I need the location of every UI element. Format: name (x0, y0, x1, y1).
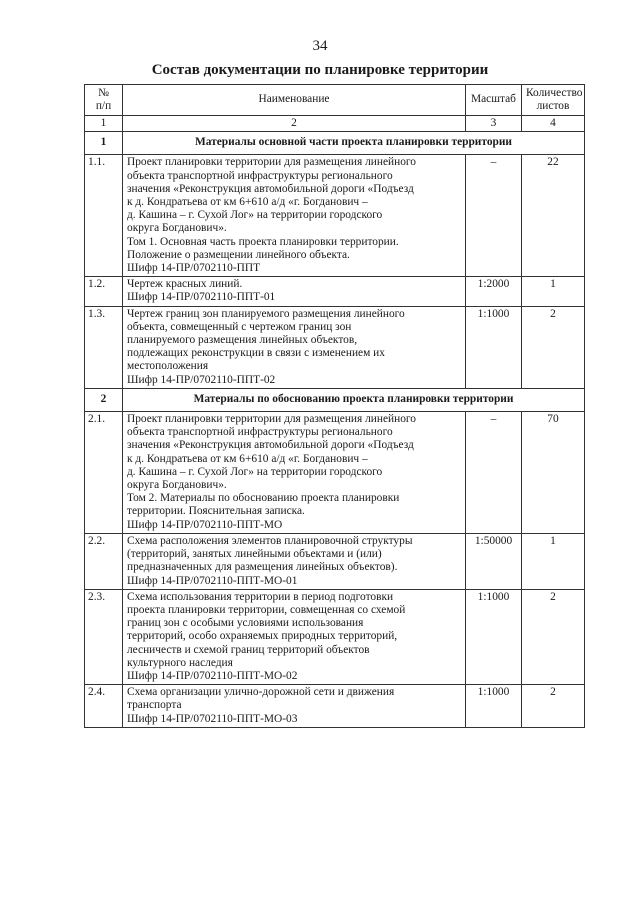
row-name-line: проекта планировки территории, совмещенная со схемой (127, 603, 406, 616)
row-name-line: границ зон с особыми условиями использования (127, 617, 364, 630)
row-number: 1.1. (85, 155, 123, 277)
header-num-line1: № (98, 86, 109, 99)
header-num-line2: п/п (95, 100, 112, 112)
row-name-line: Схема организации улично-дорожной сети и движения (127, 686, 395, 699)
row-scale: 1:1000 (466, 685, 522, 728)
row-name (123, 685, 466, 728)
row-scale: 1:1000 (466, 306, 522, 388)
column-number: 3 (466, 116, 522, 132)
row-number: 2.2. (85, 533, 123, 589)
header-num (85, 85, 123, 116)
row-sheet-count: 2 (522, 306, 585, 388)
row-name-line: Шифр 14-ПР/0702110-ППТ-МО-01 (127, 574, 298, 587)
row-name (123, 533, 466, 589)
row-number: 1.2. (85, 277, 123, 306)
header-name: Наименование (123, 85, 466, 116)
row-name-line: округа Богданович». (127, 479, 227, 492)
row-name-line: Шифр 14-ПР/0702110-ППТ (127, 262, 261, 275)
section-row (85, 132, 585, 155)
column-number: 2 (123, 116, 466, 132)
row-name-line: значения «Реконструкция автомобильной дороги «Подъезд (127, 439, 414, 452)
row-sheet-count: 2 (522, 589, 585, 684)
row-sheet-count: 22 (522, 155, 585, 277)
row-name-line: Положение о размещении линейного объекта. (127, 248, 350, 261)
row-name-line: подлежащих реконструкции в связи с изменением их (127, 347, 385, 360)
row-name-line: (территорий, занятых линейными объектами и (или) (127, 548, 382, 561)
table-row (85, 155, 585, 277)
row-name-line: территорий, особо охраняемых природных территорий, (127, 630, 398, 643)
row-name-line: к д. Кондратьева от км 6+610 а/д «г. Богданович – (127, 452, 368, 465)
row-name-line: Шифр 14-ПР/0702110-ППТ-МО-03 (127, 712, 298, 725)
row-name (123, 589, 466, 684)
row-number: 2.1. (85, 412, 123, 534)
row-name-line: Том 2. Материалы по обоснованию проекта планировки (127, 492, 400, 505)
row-name-line: Схема использования территории в период подготовки (127, 590, 394, 603)
row-number: 2.3. (85, 589, 123, 684)
row-scale: 1:1000 (466, 589, 522, 684)
row-name-line: Проект планировки территории для размещения линейного (127, 413, 416, 426)
row-name-line: Шифр 14-ПР/0702110-ППТ-МО (127, 518, 283, 531)
section-number: 2 (85, 388, 123, 411)
table-row (85, 685, 585, 728)
header-count-line1: Количество (526, 86, 583, 99)
row-name-line: местоположения (127, 360, 209, 373)
table-header-row (85, 85, 585, 116)
row-scale: – (466, 155, 522, 277)
column-number: 4 (522, 116, 585, 132)
header-count (522, 85, 585, 116)
table-row (85, 412, 585, 534)
row-name (123, 412, 466, 534)
documentation-table (84, 84, 585, 728)
section-number: 1 (85, 132, 123, 155)
row-number: 2.4. (85, 685, 123, 728)
page-number: 34 (312, 38, 328, 54)
row-name-line: к д. Кондратьева от км 6+610 а/д «г. Богданович – (127, 196, 368, 209)
section-row (85, 388, 585, 411)
row-name-line: транспорта (127, 699, 182, 712)
table-row (85, 277, 585, 306)
row-name-line: культурного наследия (127, 656, 233, 669)
table-body (85, 132, 585, 728)
row-sheet-count: 1 (522, 277, 585, 306)
row-scale: – (466, 412, 522, 534)
column-number: 1 (85, 116, 123, 132)
row-sheet-count: 70 (522, 412, 585, 534)
row-name (123, 306, 466, 388)
row-name-line: объекта транспортной инфраструктуры регионального (127, 169, 393, 182)
row-sheet-count: 2 (522, 685, 585, 728)
row-name-line: д. Кашина – г. Сухой Лог» на территории городского (127, 209, 383, 222)
table-row (85, 306, 585, 388)
row-name-line: Шифр 14-ПР/0702110-ППТ-МО-02 (127, 669, 298, 682)
row-name-line: объекта транспортной инфраструктуры регионального (127, 426, 393, 439)
row-name-line: Чертеж красных линий. (127, 278, 243, 291)
document-title: Состав документации по планировке территории (151, 62, 489, 78)
row-name-line: д. Кашина – г. Сухой Лог» на территории городского (127, 465, 383, 478)
row-name (123, 155, 466, 277)
row-name-line: Проект планировки территории для размещения линейного (127, 156, 416, 169)
table-row (85, 589, 585, 684)
row-name-line: Схема расположения элементов планировочной структуры (127, 534, 413, 547)
row-scale: 1:2000 (466, 277, 522, 306)
row-scale: 1:50000 (466, 533, 522, 589)
row-name-line: планируемого размещения линейных объектов, (127, 334, 358, 347)
section-title: Материалы по обоснованию проекта планировки территории (123, 388, 585, 411)
header-scale: Масштаб (466, 85, 522, 116)
row-name-line: объекта, совмещенный с чертежом границ зон (127, 320, 352, 333)
row-number: 1.3. (85, 306, 123, 388)
row-name-line: Шифр 14-ПР/0702110-ППТ-01 (127, 291, 276, 304)
column-number-row (85, 116, 585, 132)
row-name-line: округа Богданович». (127, 222, 227, 235)
row-sheet-count: 1 (522, 533, 585, 589)
row-name-line: Шифр 14-ПР/0702110-ППТ-02 (127, 373, 276, 386)
row-name-line: Чертеж границ зон планируемого размещения линейного (127, 307, 405, 320)
row-name (123, 277, 466, 306)
row-name-line: предназначенных для размещения линейных объектов). (127, 561, 398, 574)
row-name-line: лесничеств и схемой границ территорий объектов (127, 643, 370, 656)
section-title: Материалы основной части проекта планировки территории (123, 132, 585, 155)
header-count-line2: листов (536, 100, 570, 112)
row-name-line: территории. Пояснительная записка. (127, 505, 305, 518)
table-row (85, 533, 585, 589)
row-name-line: Том 1. Основная часть проекта планировки территории. (127, 235, 399, 248)
row-name-line: значения «Реконструкция автомобильной дороги «Подъезд (127, 182, 414, 195)
